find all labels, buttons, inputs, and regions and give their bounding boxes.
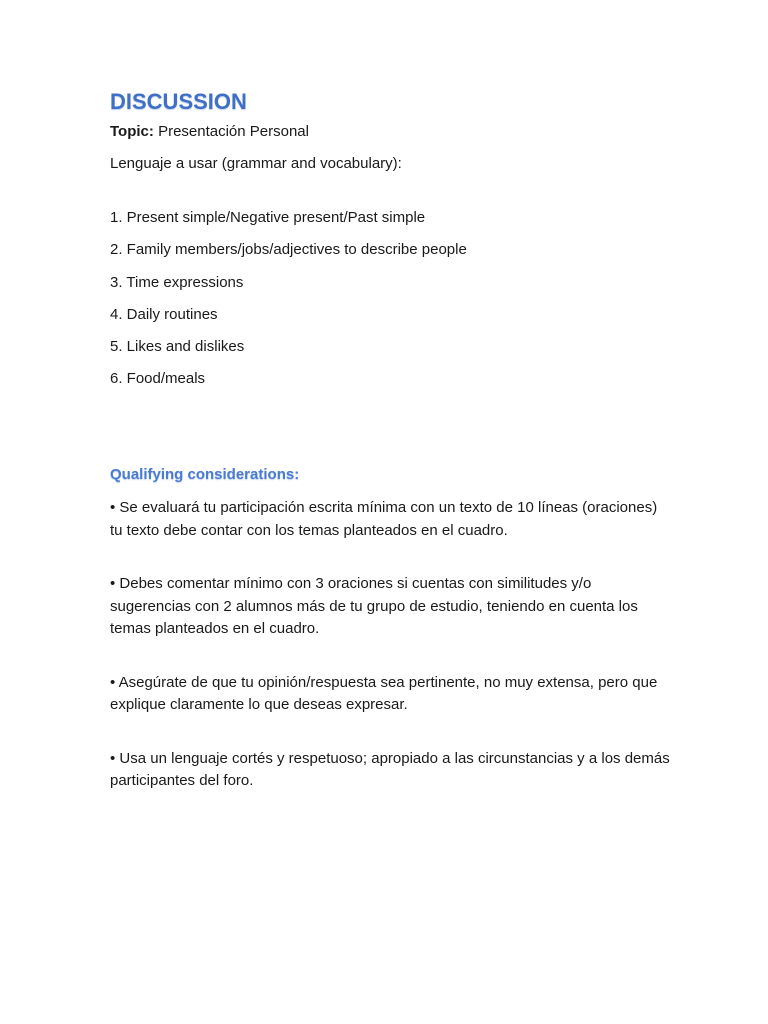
topic-label: Topic: (110, 123, 154, 140)
consideration-paragraph: • Se evaluará tu participación escrita mínima con un texto de 10 líneas (oraciones) tu texto debe contar con los temas planteados en el cuadro. (110, 499, 658, 539)
language-line: Lenguaje a usar (grammar and vocabulary): (110, 155, 402, 172)
consideration-paragraph: • Asegúrate de que tu opinión/respuesta sea pertinente, no muy extensa, pero que explique claramente lo que deseas expresar. (110, 673, 658, 714)
topic-line (110, 122, 670, 142)
list-item: 4. Daily routines (110, 305, 218, 323)
list-item: 3. Time expressions (110, 273, 244, 291)
topics-list (110, 208, 670, 389)
consideration-paragraph: • Debes comentar mínimo con 3 oraciones si cuentas con similitudes y/o sugerencias con 2 alumnos más de tu grupo de estudio, teniendo en cuenta los temas planteados en el cuadro. (110, 575, 638, 638)
topic-value: Presentación Personal (158, 123, 309, 140)
document-title: DISCUSSION (110, 89, 247, 114)
list-item: 1. Present simple/Negative present/Past simple (110, 209, 426, 226)
list-item: 2. Family members/jobs/adjectives to describe people (110, 241, 467, 259)
list-item: 6. Food/meals (110, 370, 206, 388)
list-item: 5. Likes and dislikes (110, 338, 245, 356)
consideration-paragraph: • Usa un lenguaje cortés y respetuoso; apropiado a las circunstancias y a los demás participantes del foro. (110, 749, 670, 790)
considerations-heading: Qualifying considerations: (110, 466, 300, 484)
document-page (110, 88, 670, 793)
